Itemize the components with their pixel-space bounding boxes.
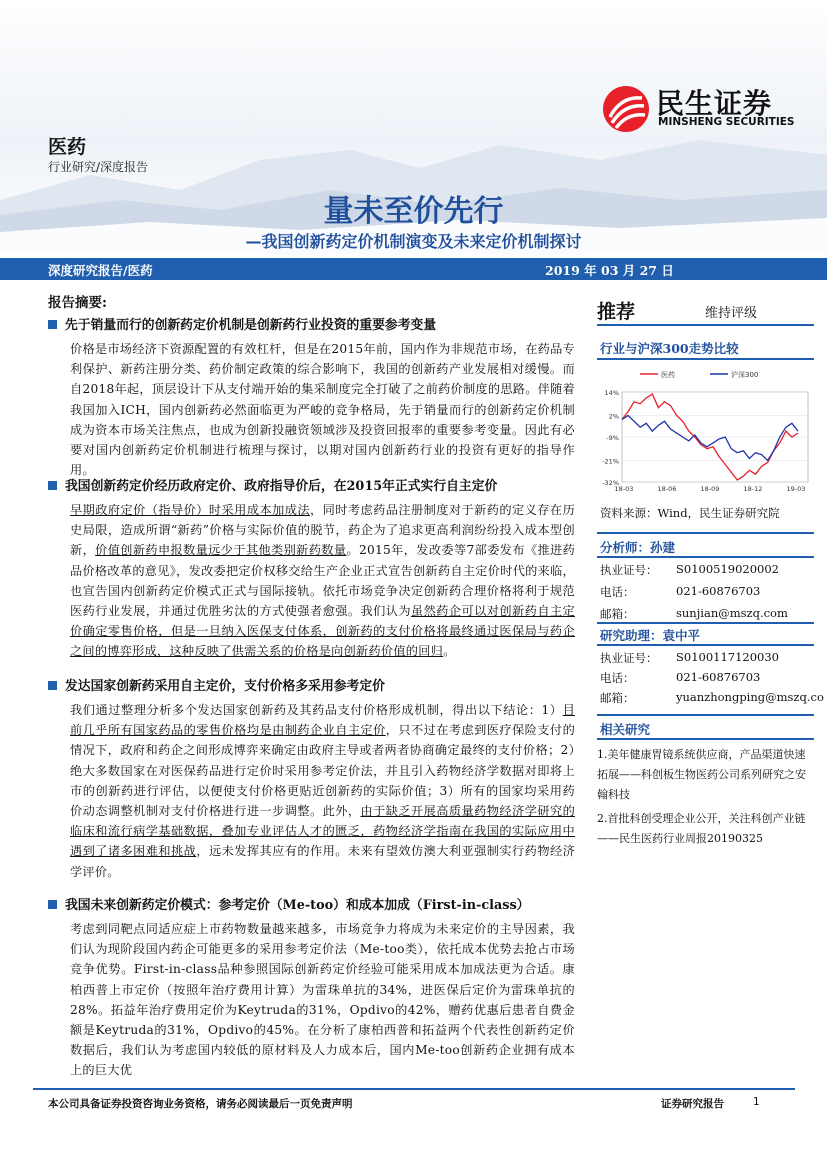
section-body: 考虑到同靶点同适应症上市药物数量越来越多，市场竞争力将成为未来定价的主导因素，我们认为现阶段国内药企可能更多的采用参考定价法（Me-too类），依托成本优势去抢占市场竞争优势。First-in-class品种参照国际创新药定价经验可能采用成本加成法更为合适。康柏西普上市定价（按照年治疗费用计算）为雷珠单抗的34%，进医保后定价为雷珠单抗的28%。拓益年治疗费用定价为Keytruda的31%，Opdivo的42%，赠药优惠后患者自费金额是Keytruda的31%，Opdivo的45%。在分析了康柏西普和拓益两个代表性创新药定价数据后，我们认为考虑国内较低的原材料及人力成本后，国内Me-too创新药企业拥有成本上的巨大优 (70, 922, 575, 1078)
x-tick-label: 18-12 (743, 485, 763, 493)
footer-disclaimer: 本公司具备证券投资咨询业务资格，请务必阅读最后一页免责声明 (48, 1098, 353, 1110)
assistant-title: 研究助理：袁中平 (600, 628, 701, 643)
report-category: 行业研究/深度报告 (48, 160, 149, 174)
divider (597, 738, 814, 740)
body-span: 目前几乎所有国家药品的零售价格均是由制药企业自主定价 (70, 703, 575, 738)
rating: 维持评级 (705, 306, 758, 321)
divider (597, 532, 814, 534)
x-tick-label: 19-03 (786, 485, 806, 493)
analyst-cert: S0100519020002 (676, 562, 779, 576)
divider (597, 622, 814, 624)
section-body (70, 700, 575, 882)
body-span: 我们通过整理分析多个发达国家创新药及其药品支付价格形成机制，得出以下结论：1） (70, 703, 563, 717)
assistant-field-label: 执业证号： (600, 651, 658, 665)
section-heading-text: 先于销量而行的创新药定价机制是创新药行业投资的重要参考变量 (65, 318, 437, 333)
assistant-field-label: 电话： (600, 671, 635, 685)
related-item[interactable]: 2.首批科创受理企业公开，关注科创产业链——民生医药行业周报20190325 (597, 812, 806, 845)
bullet-icon (48, 681, 57, 690)
body-span: 。 (443, 644, 456, 659)
assistant-field-label: 邮箱： (600, 691, 635, 705)
analyst-phone: 021-60876703 (676, 584, 761, 598)
logo-text-cn: 民生证券 (656, 87, 773, 120)
bullet-icon (48, 481, 57, 490)
chart-title: 行业与沪深300走势比较 (600, 341, 739, 356)
bullet-icon (48, 320, 57, 329)
y-tick-label: 14% (604, 389, 619, 397)
body-span: 由于缺乏开展高质量药物经济学研究的临床和流行病学基础数据，叠加专业评估人才的匮乏，药物经济学指南在我国的实际应用中遇到了诸多困难和挑战 (70, 804, 576, 859)
legend-label: 沪深300 (731, 371, 759, 379)
section-heading (48, 317, 575, 335)
legend-label: 医药 (661, 371, 675, 379)
x-tick-label: 18-03 (614, 485, 634, 493)
y-tick-label: -32% (602, 479, 619, 487)
y-tick-label: 2% (608, 412, 619, 421)
recommendation: 推荐 (597, 301, 636, 323)
performance-chart (600, 362, 815, 497)
body-span: ，远未发挥其应有的作用。未来有望效仿澳大利亚强制实行药物经济学评价。 (70, 844, 576, 879)
divider (597, 644, 814, 646)
section-heading-text: 发达国家创新药采用自主定价，支付价格多采用参考定价 (65, 679, 385, 694)
assistant-cert: S0100117120030 (676, 650, 779, 664)
body-span: 。2015年，发改委等7部委发布《推进药品价格改革的意见》，发改委把定价权移交给生产企业正式宣告创新药自主定价时代的来临，也宣告国内创新药定价模式正式与国际接轨。依托市场竞争决定创新药合理价格将利于规范医药行业发展，并通过优胜劣汰的方式使强者愈强。我们认为 (70, 543, 576, 619)
y-tick-label: -9% (606, 434, 619, 442)
body-span: 价值创新药申报数量远少于其他类别新药数量 (95, 543, 347, 558)
body-span: ，只不过在考虑到医疗保险支付的情况下，政府和药企之间形成博弈来确定由政府主导或者两者协商确定最终的支付价格；2）绝大多数国家在对医保药品进行定价时采用参考定价法，并且引入药物经济学数据对即将上市的创新药进行评估，以便使支付价格更贴近创新药的实际价值；3）所有的国家均采用药价动态调整机制对支付价格进行进一步调整。此外， (70, 723, 576, 819)
sector-label: 医药 (48, 136, 87, 158)
summary-label: 报告摘要: (48, 295, 107, 311)
related-title: 相关研究 (600, 722, 651, 737)
analyst-email[interactable]: sunjian@mszq.com (676, 606, 788, 620)
page-number: 1 (753, 1096, 760, 1108)
y-tick-label: -21% (602, 457, 619, 466)
section-body: 价格是市场经济下资源配置的有效杠杆，但是在2015年前，国内作为非规范市场，在药品专利保护、新药注册分类、药价制定政策的综合影响下，我国的创新药产业发展相对缓慢。而自2018年起，顶层设计下从支付端开始的集采制度完全打破了之前药价制度的思路。伴随着我国加入ICH，国内创新药必然面临更为严峻的竞争格局，先于销量而行的创新药定价机制成为资本市场关注焦点，也成为创新投融资领域涉及投资回报率的重要参考变量。因此有必要对国内创新药定价机制进行梳理与探讨，以期对国内创新药行业的投资有更好的指导作用。 (70, 342, 575, 478)
x-tick-label: 18-06 (657, 485, 677, 493)
footer-divider (33, 1088, 795, 1090)
section-body (70, 500, 575, 662)
body-span: 虽然药企可以对创新药自主定价确定零售价格，但是一旦纳入医保支付体系，创新药的支付价格将最终通过医保局与药企之间的博弈形成，这种反映了供需关系的价格是向创新药价值的回归 (70, 604, 576, 659)
bullet-icon (48, 900, 57, 909)
analyst-field-label: 电话： (600, 585, 635, 599)
series-line-hs300 (622, 416, 798, 461)
chart-source: 资料来源：Wind，民生证券研究院 (600, 506, 780, 520)
body-span: 早期政府定价（指导价）时采用成本加成法 (70, 503, 310, 517)
section-heading (48, 678, 575, 696)
divider (597, 324, 814, 326)
section-heading-text: 我国未来创新药定价模式：参考定价（Me-too）和成本加成（First-in-class） (65, 898, 530, 913)
assistant-email[interactable]: yuanzhongping@mszq.co (676, 690, 824, 704)
section-heading-text: 我国创新药定价经历政府定价、政府指导价后，在2015年正式实行自主定价 (65, 479, 498, 494)
report-type: 深度研究报告/医药 (48, 263, 153, 278)
analyst-field-label: 执业证号： (600, 563, 658, 577)
section-heading (48, 897, 575, 915)
divider (597, 714, 814, 716)
chart-labels (602, 370, 805, 493)
divider (597, 556, 814, 558)
divider (597, 358, 814, 360)
report-subtitle: —我国创新药定价机制演变及未来定价机制探讨 (245, 232, 582, 251)
assistant-phone: 021-60876703 (676, 670, 761, 684)
report-title: 量未至价先行 (323, 194, 504, 229)
analyst-title: 分析师：孙建 (600, 540, 676, 555)
section-heading (48, 478, 575, 496)
body-span: ，同时考虑药品注册制度对于新药的定义存在历史局限，造成所谓“新药”价格与实际价值的脱节，药企为了追求更高利润纷纷投入成本型创新， (70, 503, 576, 558)
related-item[interactable]: 1.美年健康胃镜系统供应商，产品渠道快速拓展——科创板生物医药公司系列研究之安翰科技 (597, 748, 806, 801)
minsheng-logo-icon (601, 84, 651, 134)
logo-text-en: MINSHENG SECURITIES (658, 116, 795, 128)
report-date: 2019 年 03 月 27 日 (545, 263, 674, 278)
analyst-field-label: 邮箱： (600, 607, 635, 621)
footer-doc-type: 证券研究报告 (661, 1098, 724, 1110)
x-tick-label: 18-09 (700, 485, 720, 493)
